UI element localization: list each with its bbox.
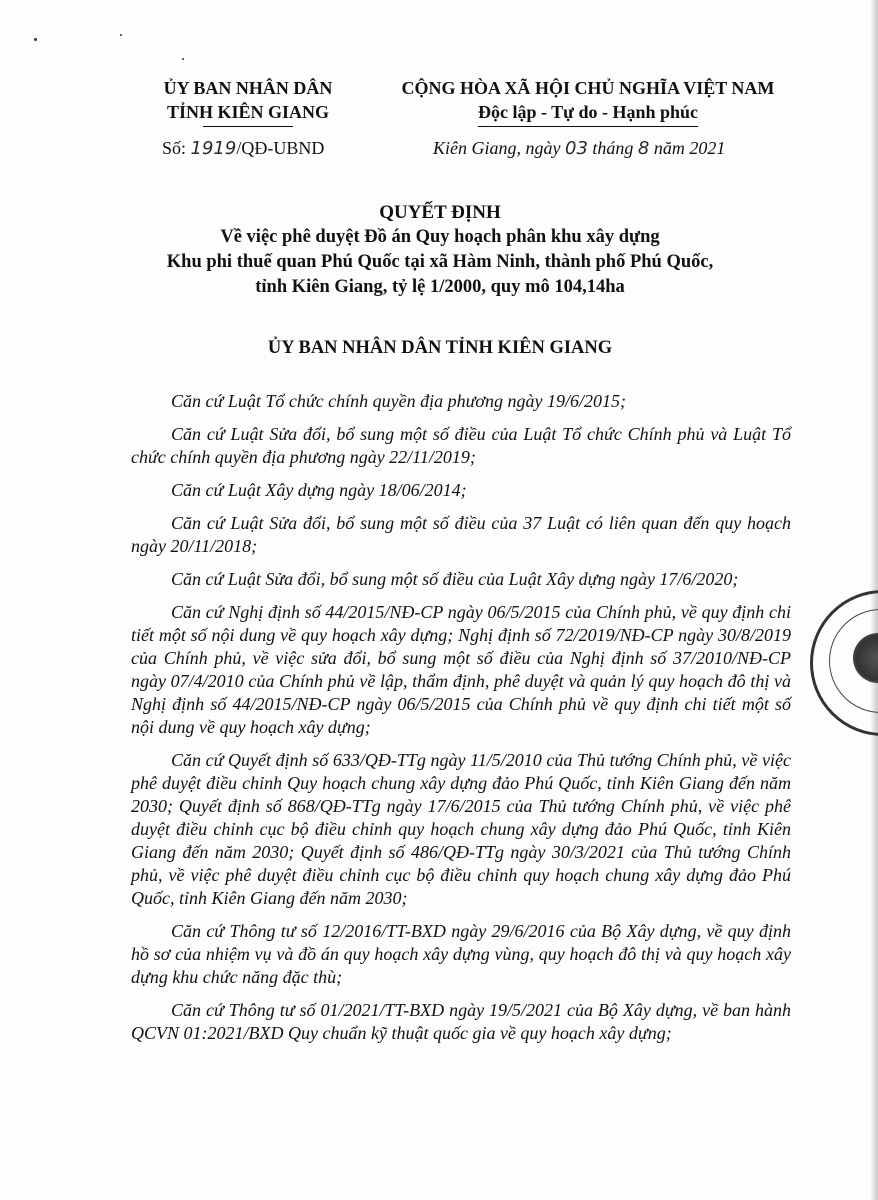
- legal-basis-paragraph: Căn cứ Luật Sửa đổi, bổ sung một số điều của 37 Luật có liên quan đến quy hoạch ngày 20/11/2018;: [131, 513, 791, 556]
- legal-basis-paragraph: Căn cứ Luật Sửa đổi, bổ sung một số điều của Luật Tổ chức Chính phủ và Luật Tổ chức chính quyền địa phương ngày 22/11/2019;: [131, 424, 791, 467]
- official-seal-icon: [810, 590, 878, 736]
- agency-line-1: ỦY BAN NHÂN DÂN: [163, 78, 333, 98]
- legal-basis-paragraph: Căn cứ Luật Sửa đổi, bổ sung một số điều của Luật Xây dựng ngày 17/6/2020;: [171, 569, 739, 589]
- legal-basis-paragraph: Căn cứ Nghị định số 44/2015/NĐ-CP ngày 06/5/2015 của Chính phủ, về quy định chi tiết một số nội dung về quy hoạch xây dựng; Nghị định số 72/2019/NĐ-CP ngày 30/8/2019 của Chính phủ, về việc sửa đổi, bổ sung một số điều của Nghị định số 37/2010/NĐ-CP ngày 07/4/2010 của Chính phủ về lập, thẩm định, phê duyệt và quản lý quy hoạch đô thị và Nghị định số 44/2015/NĐ-CP ngày 06/5/2015 của Chính phủ về quy định chi tiết một số nội dung về quy hoạch xây dựng;: [131, 602, 791, 737]
- legal-basis-body: [131, 390, 791, 1055]
- number-suffix: /QĐ-UBND: [236, 138, 325, 158]
- legal-basis-paragraph: Căn cứ Quyết định số 633/QĐ-TTg ngày 11/5/2010 của Thủ tướng Chính phủ, về việc phê duyệt điều chỉnh Quy hoạch chung xây dựng đảo Phú Quốc, tỉnh Kiên Giang đến năm 2030; Quyết định số 868/QĐ-TTg ngày 17/6/2015 của Thủ tướng Chính phủ, về việc phê duyệt điều chỉnh cục bộ điều chỉnh quy hoạch chung xây dựng đảo Phú Quốc, tỉnh Kiên Giang đến năm 2030; Quyết định số 486/QĐ-TTg ngày 30/3/2021 của Thủ tướng Chính phủ, về việc phê duyệt điều chỉnh cục bộ điều chỉnh quy hoạch chung xây dựng đảo Phú Quốc, tỉnh Kiên Giang đến năm 2030;: [131, 750, 791, 908]
- decision-title: [100, 200, 780, 300]
- scan-speck: [34, 38, 37, 41]
- national-title: CỘNG HÒA XÃ HỘI CHỦ NGHĨA VIỆT NAM: [401, 78, 775, 98]
- date-day: 03: [565, 138, 588, 159]
- scan-speck: [182, 58, 184, 60]
- number-handwritten: 1919: [190, 138, 237, 159]
- date-month: 8: [637, 138, 650, 159]
- national-motto: Độc lập - Tự do - Hạnh phúc: [477, 102, 699, 122]
- legal-basis-paragraph: Căn cứ Thông tư số 01/2021/TT-BXD ngày 19/5/2021 của Bộ Xây dựng, về ban hành QCVN 01:2021/BXD Quy chuẩn kỹ thuật quốc gia về quy hoạch xây dựng;: [131, 1000, 791, 1043]
- date-suffix: năm 2021: [649, 138, 726, 158]
- document-date: [433, 138, 725, 159]
- agency-underline: [203, 126, 293, 127]
- agency-header: [148, 76, 348, 127]
- legal-basis-paragraph: Căn cứ Thông tư số 12/2016/TT-BXD ngày 29/6/2016 của Bộ Xây dựng, về quy định hồ sơ của nhiệm vụ và đồ án quy hoạch xây dựng vùng, quy hoạch đô thị và quy hoạch xây dựng khu chức năng đặc thù;: [131, 921, 791, 987]
- agency-line-2: TỈNH KIÊN GIANG: [166, 102, 330, 122]
- date-mid: tháng: [587, 138, 638, 158]
- national-header: [378, 76, 798, 127]
- decision-subject-line-2: Khu phi thuế quan Phú Quốc tại xã Hàm Ninh, thành phố Phú Quốc,: [166, 252, 714, 272]
- legal-basis-paragraph: Căn cứ Luật Tổ chức chính quyền địa phương ngày 19/6/2015;: [171, 391, 627, 411]
- decision-heading: QUYẾT ĐỊNH: [379, 202, 501, 223]
- document-number: [162, 138, 324, 159]
- number-prefix: Số:: [162, 138, 191, 158]
- legal-basis-paragraph: Căn cứ Luật Xây dựng ngày 18/06/2014;: [171, 480, 467, 500]
- issuing-authority: ỦY BAN NHÂN DÂN TỈNH KIÊN GIANG: [267, 338, 613, 358]
- scan-speck: [120, 34, 122, 36]
- date-prefix: Kiên Giang, ngày: [433, 138, 565, 158]
- decision-subject-line-3: tỉnh Kiên Giang, tỷ lệ 1/2000, quy mô 104,14ha: [255, 277, 625, 297]
- motto-underline: [478, 126, 698, 127]
- decision-subject-line-1: Về việc phê duyệt Đồ án Quy hoạch phân khu xây dựng: [220, 227, 660, 247]
